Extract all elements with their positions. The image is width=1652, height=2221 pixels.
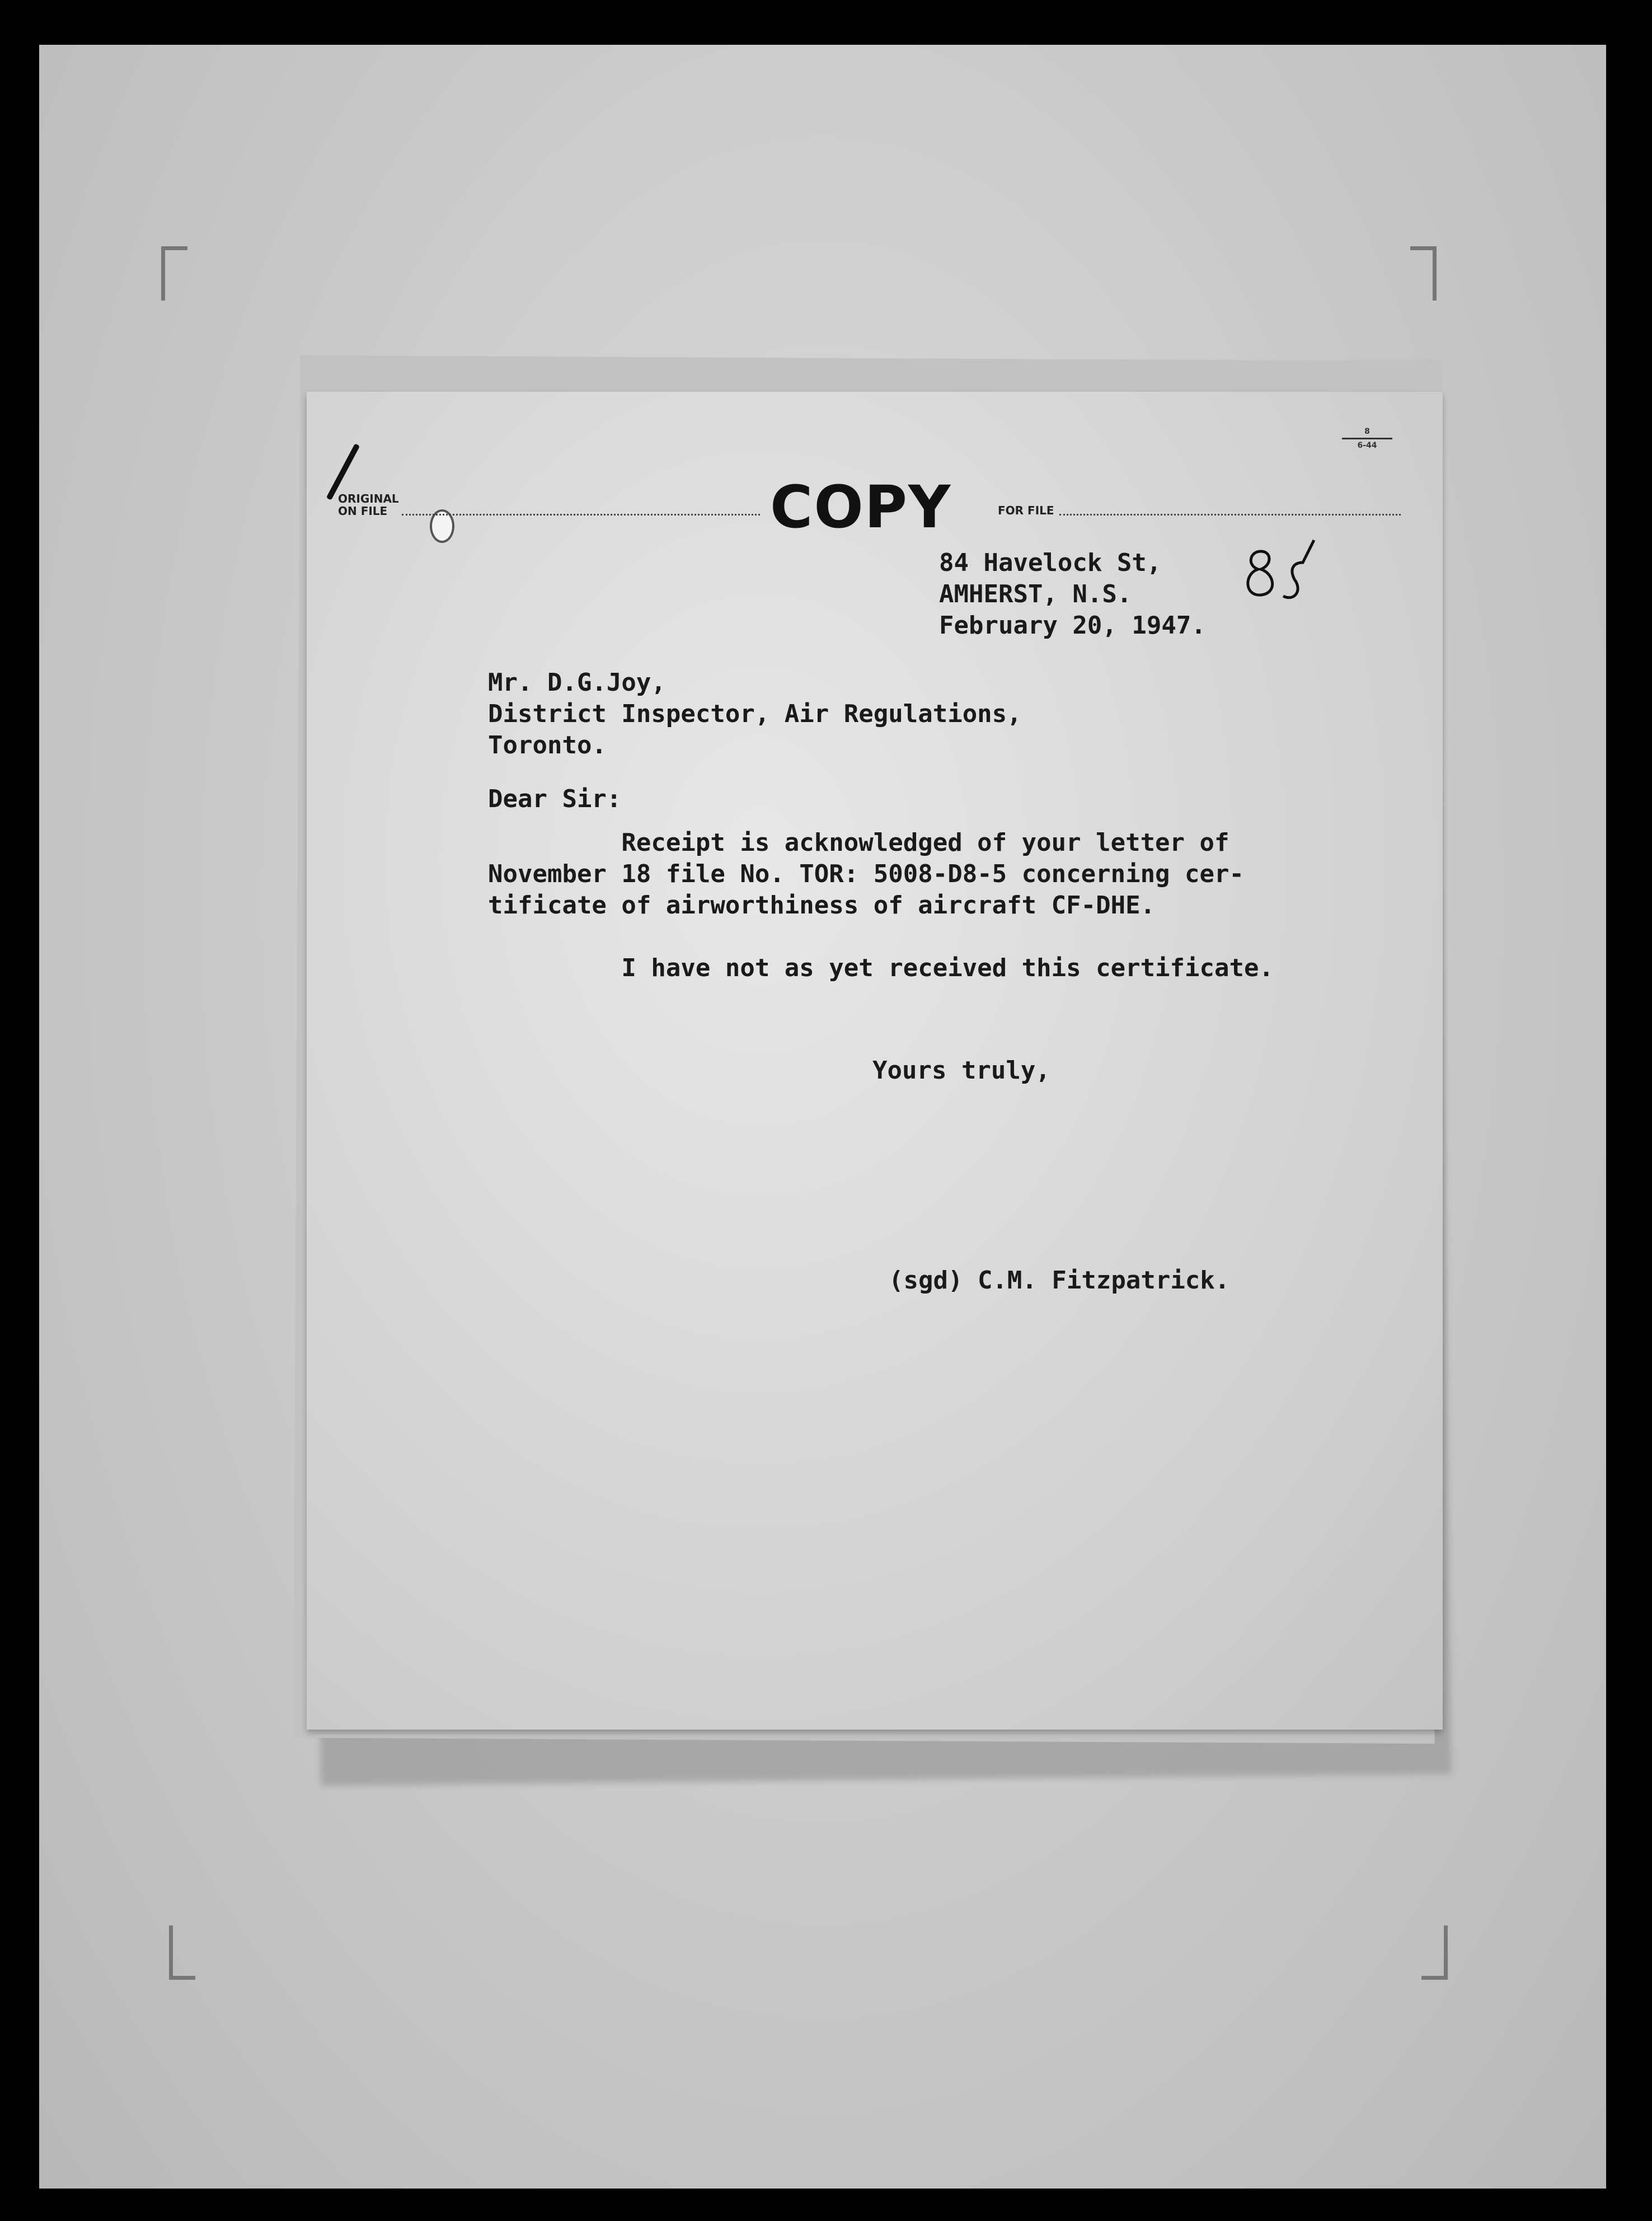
letter-page [307, 392, 1443, 1730]
corner-mark-bottom-left [169, 1925, 195, 1980]
form-number-bottom: 6-44 [1357, 441, 1377, 450]
copy-heading: COPY [770, 473, 952, 541]
letter-body: Receipt is acknowledged of your letter of November 18 file No. TOR: 5008-D8-5 concerning cer- tificate of airworthiness of aircraft CF-DHE. I have not as yet received this certificate. [488, 828, 1274, 982]
form-number-top: 8 [1342, 425, 1392, 439]
salutation: Dear Sir: [488, 785, 622, 813]
for-file-label: FOR FILE [998, 504, 1054, 517]
corner-mark-top-left [161, 246, 187, 301]
recipient-address: Mr. D.G.Joy, District Inspector, Air Regulations, Toronto. [488, 668, 1022, 760]
original-on-file-label: ORIGINAL ON FILE [338, 492, 399, 518]
corner-mark-bottom-right [1421, 1925, 1448, 1980]
corner-mark-top-right [1410, 246, 1437, 301]
form-number [1342, 425, 1392, 452]
dotted-rule-right [1059, 514, 1401, 516]
closing: Yours truly, [872, 1056, 1050, 1085]
sender-address: 84 Havelock St, AMHERST, N.S. February 20, 1947. [939, 549, 1206, 640]
handwritten-number [1238, 535, 1328, 607]
signature-line: (sgd) C.M. Fitzpatrick. [889, 1266, 1230, 1295]
dotted-rule-left [402, 514, 760, 516]
